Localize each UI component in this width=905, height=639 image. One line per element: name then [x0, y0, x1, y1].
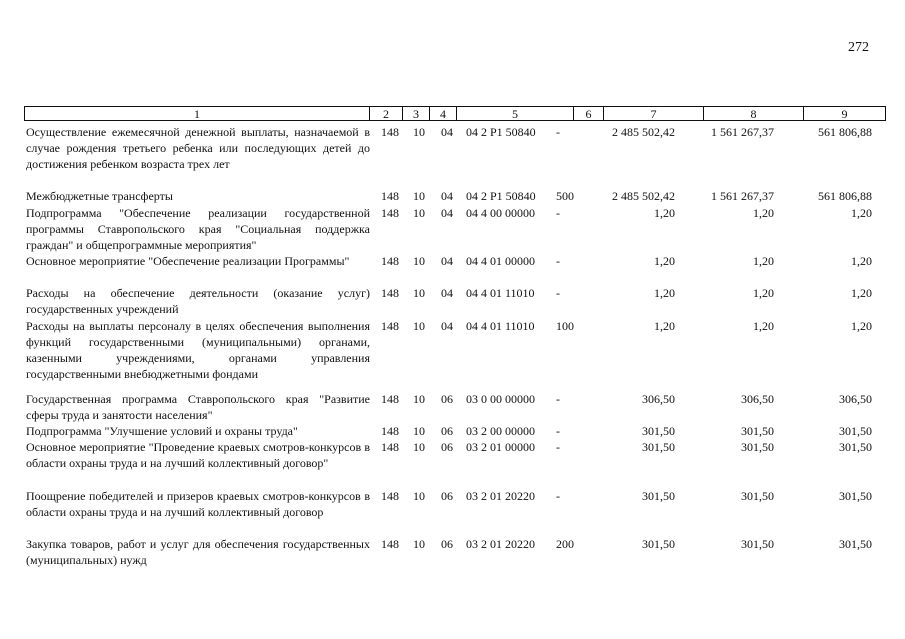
cell-amount-col8: 1,20 — [753, 254, 774, 268]
cell-target-article: 03 0 00 00000 — [466, 392, 535, 406]
cell-subsection: 06 — [441, 392, 453, 406]
cell-section: 10 — [413, 254, 425, 268]
cell-target-article: 03 2 01 20220 — [466, 489, 535, 503]
cell-amount-col8: 301,50 — [741, 424, 774, 438]
cell-amount-col8: 301,50 — [741, 537, 774, 551]
cell-expense-type: - — [556, 440, 560, 454]
cell-item-name: Осуществление ежемесячной денежной выплаты, назначаемой в случае рождения третьего ребенка или последующих детей до достижения ребенком возраста трех лет — [26, 125, 370, 171]
cell-target-article: 04 4 01 11010 — [466, 286, 535, 300]
cell-section: 10 — [413, 125, 425, 139]
cell-amount-col9: 1,20 — [851, 286, 872, 300]
cell-amount-col8: 1,20 — [753, 319, 774, 333]
header-col-7: 7 — [604, 106, 704, 121]
cell-chapter: 148 — [381, 254, 399, 268]
cell-subsection: 04 — [441, 189, 453, 203]
cell-expense-type: - — [556, 392, 560, 406]
cell-amount-col7: 1,20 — [654, 319, 675, 333]
cell-expense-type: - — [556, 286, 560, 300]
cell-item-name: Закупка товаров, работ и услуг для обеспечения государственных (муниципальных) нужд — [26, 537, 370, 567]
cell-amount-col8: 301,50 — [741, 440, 774, 454]
cell-amount-col8: 301,50 — [741, 489, 774, 503]
cell-amount-col9: 301,50 — [839, 489, 872, 503]
cell-section: 10 — [413, 286, 425, 300]
cell-chapter: 148 — [381, 286, 399, 300]
cell-chapter: 148 — [381, 125, 399, 139]
cell-expense-type: - — [556, 125, 560, 139]
cell-expense-type: - — [556, 254, 560, 268]
cell-target-article: 04 4 00 00000 — [466, 206, 535, 220]
cell-item-name: Межбюджетные трансферты — [26, 189, 173, 203]
cell-target-article: 03 2 01 00000 — [466, 440, 535, 454]
header-col-4: 4 — [430, 106, 457, 121]
cell-chapter: 148 — [381, 440, 399, 454]
header-col-6: 6 — [574, 106, 604, 121]
cell-amount-col9: 301,50 — [839, 537, 872, 551]
cell-amount-col9: 301,50 — [839, 424, 872, 438]
cell-section: 10 — [413, 206, 425, 220]
cell-chapter: 148 — [381, 206, 399, 220]
cell-chapter: 148 — [381, 537, 399, 551]
cell-amount-col9: 1,20 — [851, 319, 872, 333]
cell-subsection: 06 — [441, 424, 453, 438]
cell-section: 10 — [413, 319, 425, 333]
cell-subsection: 04 — [441, 319, 453, 333]
cell-amount-col9: 561 806,88 — [818, 125, 872, 139]
cell-chapter: 148 — [381, 189, 399, 203]
cell-amount-col9: 301,50 — [839, 440, 872, 454]
cell-amount-col9: 306,50 — [839, 392, 872, 406]
cell-target-article: 04 2 P1 50840 — [466, 189, 536, 203]
header-col-8: 8 — [704, 106, 804, 121]
cell-amount-col7: 1,20 — [654, 286, 675, 300]
cell-amount-col7: 2 485 502,42 — [612, 125, 675, 139]
cell-section: 10 — [413, 189, 425, 203]
cell-chapter: 148 — [381, 319, 399, 333]
cell-expense-type: - — [556, 489, 560, 503]
cell-amount-col9: 1,20 — [851, 254, 872, 268]
header-col-9: 9 — [804, 106, 886, 121]
cell-expense-type: 200 — [556, 537, 574, 551]
cell-subsection: 04 — [441, 206, 453, 220]
cell-item-name: Основное мероприятие "Обеспечение реализации Программы" — [26, 254, 350, 268]
cell-section: 10 — [413, 424, 425, 438]
cell-target-article: 04 4 01 00000 — [466, 254, 535, 268]
cell-item-name: Поощрение победителей и призеров краевых смотров-конкурсов в области охраны труда и на лучший коллективный договор — [26, 489, 370, 519]
cell-item-name: Расходы на выплаты персоналу в целях обеспечения выполнения функций государственными (муниципальными) органами, казенными учреждениями, органами управления государственными внебюджетными фондами — [26, 319, 370, 381]
cell-section: 10 — [413, 440, 425, 454]
cell-chapter: 148 — [381, 489, 399, 503]
cell-subsection: 06 — [441, 440, 453, 454]
header-col-5: 5 — [457, 106, 574, 121]
cell-amount-col7: 306,50 — [642, 392, 675, 406]
cell-amount-col8: 306,50 — [741, 392, 774, 406]
cell-amount-col7: 301,50 — [642, 537, 675, 551]
cell-amount-col8: 1 561 267,37 — [711, 189, 774, 203]
cell-section: 10 — [413, 489, 425, 503]
page-number: 272 — [848, 40, 869, 55]
cell-expense-type: - — [556, 424, 560, 438]
cell-subsection: 04 — [441, 254, 453, 268]
cell-amount-col9: 561 806,88 — [818, 189, 872, 203]
header-col-3: 3 — [403, 106, 430, 121]
cell-amount-col9: 1,20 — [851, 206, 872, 220]
cell-target-article: 03 2 00 00000 — [466, 424, 535, 438]
cell-expense-type: 500 — [556, 189, 574, 203]
cell-item-name: Подпрограмма "Обеспечение реализации государственной программы Ставропольского края "Социальная поддержка граждан" и общепрограммные мероприятия" — [26, 206, 370, 252]
cell-target-article: 04 4 01 11010 — [466, 319, 535, 333]
header-col-1: 1 — [24, 106, 370, 121]
cell-section: 10 — [413, 392, 425, 406]
cell-amount-col8: 1,20 — [753, 286, 774, 300]
cell-target-article: 04 2 P1 50840 — [466, 125, 536, 139]
cell-chapter: 148 — [381, 424, 399, 438]
cell-item-name: Расходы на обеспечение деятельности (оказание услуг) государственных учреждений — [26, 286, 370, 316]
cell-subsection: 06 — [441, 537, 453, 551]
cell-target-article: 03 2 01 20220 — [466, 537, 535, 551]
cell-expense-type: 100 — [556, 319, 574, 333]
cell-subsection: 04 — [441, 286, 453, 300]
cell-amount-col8: 1 561 267,37 — [711, 125, 774, 139]
cell-amount-col7: 301,50 — [642, 440, 675, 454]
cell-expense-type: - — [556, 206, 560, 220]
cell-amount-col7: 2 485 502,42 — [612, 189, 675, 203]
header-col-2: 2 — [370, 106, 403, 121]
cell-amount-col7: 1,20 — [654, 254, 675, 268]
cell-section: 10 — [413, 537, 425, 551]
cell-item-name: Подпрограмма "Улучшение условий и охраны труда" — [26, 424, 298, 438]
cell-amount-col7: 301,50 — [642, 424, 675, 438]
cell-item-name: Основное мероприятие "Проведение краевых смотров-конкурсов в области охраны труда и на лучший коллективный договор" — [26, 440, 370, 470]
cell-amount-col7: 301,50 — [642, 489, 675, 503]
cell-item-name: Государственная программа Ставропольского края "Развитие сферы труда и занятости населения" — [26, 392, 370, 422]
cell-amount-col7: 1,20 — [654, 206, 675, 220]
table-header — [24, 106, 886, 121]
cell-subsection: 04 — [441, 125, 453, 139]
cell-subsection: 06 — [441, 489, 453, 503]
cell-amount-col8: 1,20 — [753, 206, 774, 220]
cell-chapter: 148 — [381, 392, 399, 406]
